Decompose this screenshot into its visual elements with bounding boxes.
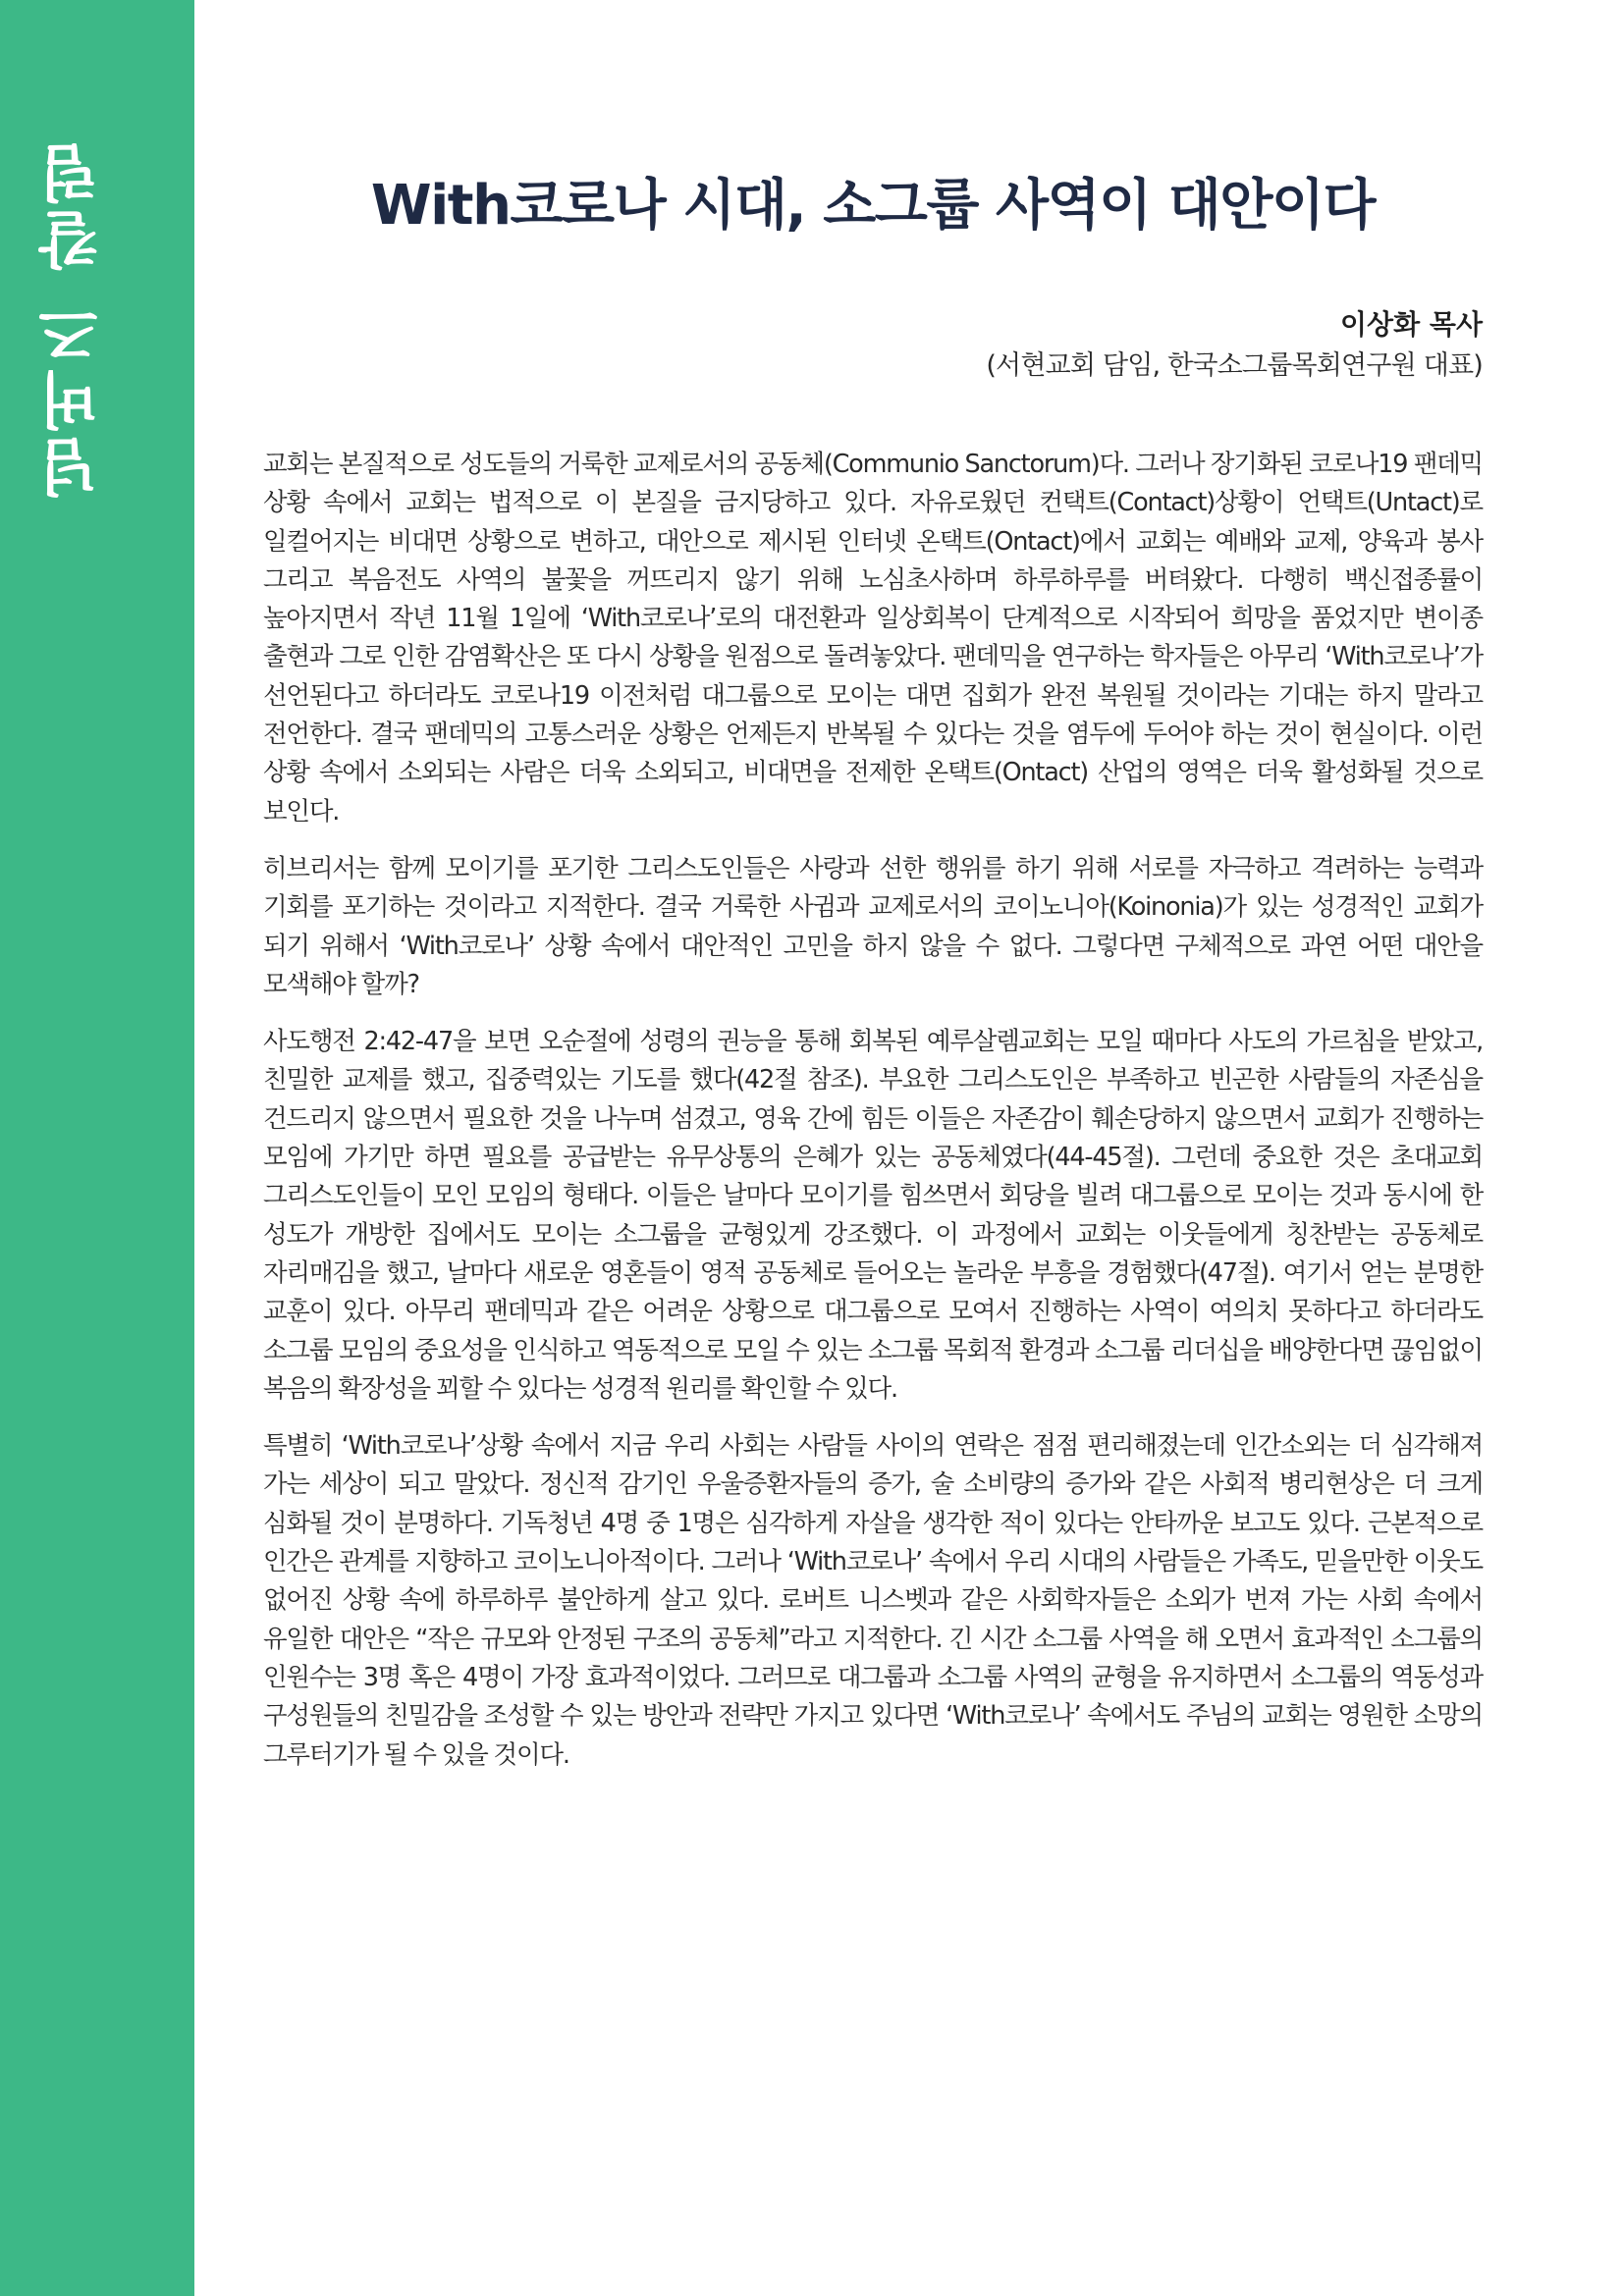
article: [263, 0, 1483, 1793]
article-title: With코로나 시대, 소그룹 사역이 대안이다: [370, 174, 1376, 238]
section-label: 넘버즈 칼럼: [37, 137, 109, 499]
paragraph: 히브리서는 함께 모이기를 포기한 그리스도인들은 사랑과 선한 행위를 하기 위해 서로를 자극하고 격려하는 능력과 기회를 포기하는 것이라고 지적한다. 결국 거룩한 사귐과 교제로서의 코이노니아(Koinonia)가 있는 성경적인 교회가 되기 위해서 ‘With코로나’ 상황 속에서 대안적인 고민을 하지 않을 수 없다. 그렇다면 구체적으로 과연 어떤 대안을 모색해야 할까?: [263, 853, 1483, 999]
author-affiliation: (서현교회 담임, 한국소그룹목회연구원 대표): [986, 350, 1483, 381]
article-body: [263, 446, 1483, 1775]
paragraph: 사도행전 2:42-47을 보면 오순절에 성령의 권능을 통해 회복된 예루살렘교회는 모일 때마다 사도의 가르침을 받았고, 친밀한 교제를 했고, 집중력있는 기도를 했다(42절 참조). 부요한 그리스도인은 부족하고 빈곤한 사람들의 자존심을 건드리지 않으면서 필요한 것을 나누며 섬겼고, 영육 간에 힘든 이들은 자존감이 훼손당하지 않으면서 교회가 진행하는 모임에 가기만 하면 필요를 공급받는 유무상통의 은혜가 있는 공동체였다(44-45절). 그런데 중요한 것은 초대교회 그리스도인들이 모인 모임의 형태다. 이들은 날마다 모이기를 힘쓰면서 회당을 빌려 대그룹으로 모이는 것과 동시에 한 성도가 개방한 집에서도 모이는 소그룹을 균형있게 강조했다. 이 과정에서 교회는 이웃들에게 칭찬받는 공동체로 자리매김을 했고, 날마다 새로운 영혼들이 영적 공동체로 들어오는 놀라운 부흥을 경험했다(47절). 여기서 얻는 분명한 교훈이 있다. 아무리 팬데믹과 같은 어려운 상황으로 대그룹으로 모여서 진행하는 사역이 여의치 못하다고 하더라도 소그룹 모임의 중요성을 인식하고 역동적으로 모일 수 있는 소그룹 목회적 환경과 소그룹 리더십을 배양한다면 끊임없이 복음의 확장성을 꾀할 수 있다는 성경적 원리를 확인할 수 있다.: [263, 1027, 1483, 1404]
author-block: [263, 304, 1483, 387]
paragraph: 교회는 본질적으로 성도들의 거룩한 교제로서의 공동체(Communio Sanctorum)다. 그러나 장기화된 코로나19 팬데믹 상황 속에서 교회는 법적으로 이 본질을 금지당하고 있다. 자유로웠던 컨택트(Contact)상황이 언택트(Untact)로 일컬어지는 비대면 상황으로 변하고, 대안으로 제시된 인터넷 온택트(Ontact)에서 교회는 예배와 교제, 양육과 봉사 그리고 복음전도 사역의 불꽃을 꺼뜨리지 않기 위해 노심초사하며 하루하루를 버텨왔다. 다행히 백신접종률이 높아지면서 작년 11월 1일에 ‘With코로나’로의 대전환과 일상회복이 단계적으로 시작되어 희망을 품었지만 변이종 출현과 그로 인한 감염확산은 또 다시 상황을 원점으로 돌려놓았다. 팬데믹을 연구하는 학자들은 아무리 ‘With코로나’가 선언된다고 하더라도 코로나19 이전처럼 대그룹으로 모이는 대면 집회가 완전 복원될 것이라는 기대는 하지 말라고 전언한다. 결국 팬데믹의 고통스러운 상황은 언제든지 반복될 수 있다는 것을 염두에 두어야 하는 것이 현실이다. 이런 상황 속에서 소외되는 사람은 더욱 소외되고, 비대면을 전제한 온택트(Ontact) 산업의 영역은 더욱 활성화될 것으로 보인다.: [263, 450, 1483, 827]
author-name: 이상화 목사: [1340, 308, 1483, 341]
paragraph: 특별히 ‘With코로나’상황 속에서 지금 우리 사회는 사람들 사이의 연락은 점점 편리해졌는데 인간소외는 더 심각해져 가는 세상이 되고 말았다. 정신적 감기인 우울증환자들의 증가, 술 소비량의 증가와 같은 사회적 병리현상은 더 크게 심화될 것이 분명하다. 기독청년 4명 중 1명은 심각하게 자살을 생각한 적이 있다는 안타까운 보고도 있다. 근본적으로 인간은 관계를 지향하고 코이노니아적이다. 그러나 ‘With코로나’ 속에서 우리 시대의 사람들은 가족도, 믿을만한 이웃도 없어진 상황 속에 하루하루 불안하게 살고 있다. 로버트 니스벳과 같은 사회학자들은 소외가 번져 가는 사회 속에서 유일한 대안은 “작은 규모와 안정된 구조의 공동체”라고 지적한다. 긴 시간 소그룹 사역을 해 오면서 효과적인 소그룹의 인원수는 3명 혹은 4명이 가장 효과적이었다. 그러므로 대그룹과 소그룹 사역의 균형을 유지하면서 소그룹의 역동성과 구성원들의 친밀감을 조성할 수 있는 방안과 전략만 가지고 있다면 ‘With코로나’ 속에서도 주님의 교회는 영원한 소망의 그루터기가 될 수 있을 것이다.: [263, 1431, 1483, 1770]
sidebar: [0, 0, 194, 2296]
